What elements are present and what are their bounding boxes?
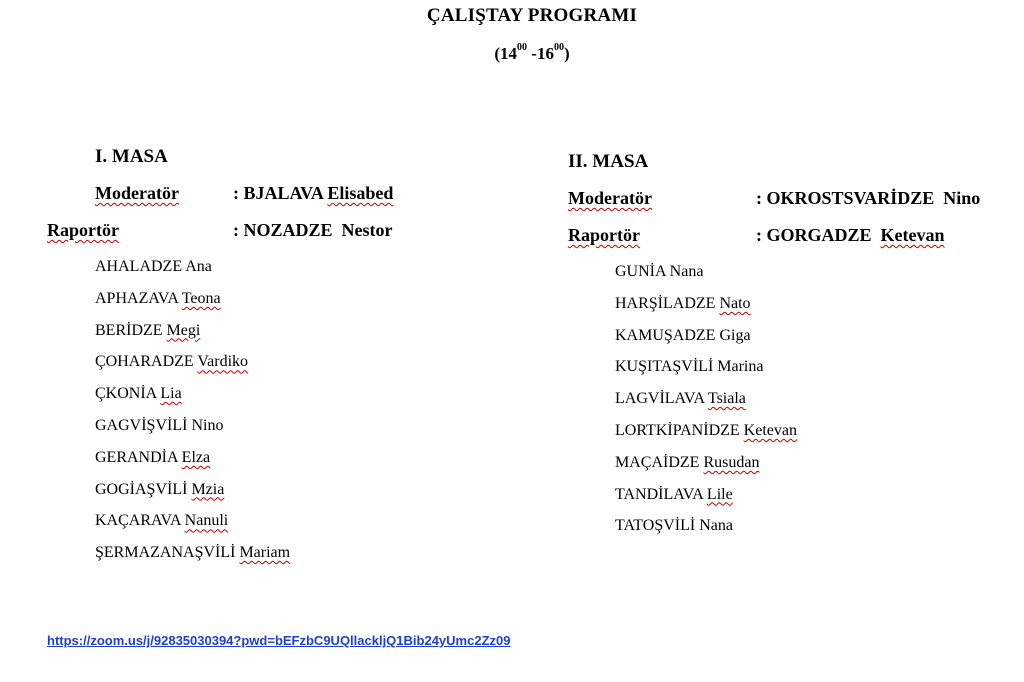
list-item: LORTKİPANİDZE Ketevan (615, 421, 797, 439)
table-1-participant-list (95, 251, 290, 569)
list-item: KAÇARAVA Nanuli (95, 512, 229, 530)
list-item: HARŞİLADZE Nato (615, 294, 751, 312)
list-item: TATOŞVİLİ Nana (615, 517, 733, 535)
table-1-reporter-label: Raportör (47, 220, 119, 240)
list-item: AHALADZE Ana (95, 258, 212, 275)
list-item: TANDİLAVA Lile (615, 485, 733, 503)
list-item: GOGİAŞVİLİ Mzia (95, 480, 225, 498)
list-item: ÇKONİA Lia (95, 385, 182, 403)
table-1-moderator-label: Moderatör (95, 183, 179, 203)
list-item: KUŞITAŞVİLİ Marina (615, 358, 764, 376)
table-2-moderator-value: : OKROSTSVARİDZE Nino (756, 188, 981, 208)
page-title: ÇALIŞTAY PROGRAMI (426, 5, 638, 26)
list-item: KAMUŞADZE Giga (615, 326, 751, 344)
list-item: GUNİA Nana (615, 263, 704, 280)
table-1-heading: I. MASA (95, 146, 168, 167)
list-item: MAÇAİDZE Rusudan (615, 453, 760, 471)
session-time: ($14^{00}$ $-16^{00}$) (494, 42, 570, 63)
table-2-moderator-label: Moderatör (568, 188, 652, 208)
list-item: APHAZAVA Teona (95, 289, 221, 307)
list-item: GERANDİA Elza (95, 448, 211, 466)
list-item: BERİDZE Megi (95, 321, 201, 339)
table-2-participant-list (615, 256, 797, 542)
table-2-reporter-value: : GORGADZE Ketevan (756, 225, 945, 245)
list-item: LAGVİLAVA Tsiala (615, 390, 746, 408)
list-item: ÇOHARADZE Vardiko (95, 353, 249, 371)
table-1-moderator-value: : BJALAVA Elisabed (233, 183, 394, 203)
list-item: GAGVİŞVİLİ Nino (95, 416, 224, 434)
table-2-heading: II. MASA (568, 151, 649, 172)
list-item: ŞERMAZANAŞVİLİ Mariam (95, 544, 291, 562)
table-1-reporter-value: : NOZADZE Nestor (233, 220, 393, 240)
zoom-meeting-link[interactable]: https://zoom.us/j/92835030394?pwd=bEFzbC9UQllackljQ1Bib24yUmc2Zz09 (47, 633, 511, 648)
table-2-reporter-label: Raportör (568, 225, 640, 245)
